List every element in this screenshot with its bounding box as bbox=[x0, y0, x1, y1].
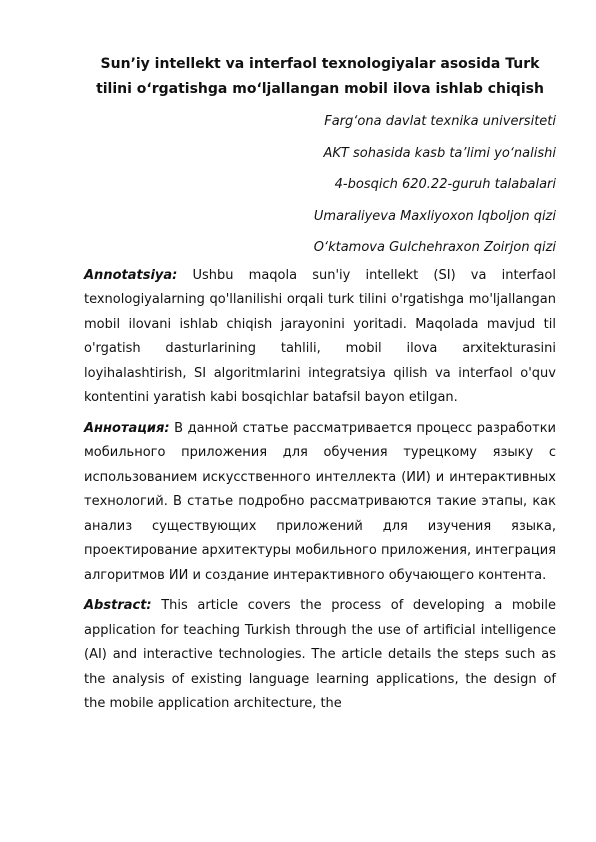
annotation-uzbek-text: Ushbu maqola sun'iy intellekt (SI) va interfaol texnologiyalarning qo'llanilishi orqali turk tilini o'rgatishga mo'ljallangan mobil ilovani ishlab chiqish jarayonini yoritadi. Maqolada mavjud til o'rgatish dasturlarining tahlili, mobil ilova arxitekturasini loyihalashtirish, SI algoritmlarini integratsiya qilish va interfaol o'quv kontentini yaratish kabi bosqichlar batafsil bayon etilgan. bbox=[84, 267, 556, 405]
abstract-english-text: This article covers the process of developing a mobile application for teaching Turkish through the use of artificial intelligence (AI) and interactive technologies. The article details the steps such as the analysis of existing language learning applications, the design of the mobile application architecture, the bbox=[84, 598, 556, 711]
annotation-russian-label: Аннотация: bbox=[84, 420, 170, 436]
abstract-english bbox=[84, 594, 556, 717]
author-1: Umaraliyeva Maxliyoxon Iqboljon qizi bbox=[313, 208, 556, 224]
title-line-1: Sun’iy intellekt va interfaol texnologiyalar asosida Turk bbox=[100, 56, 540, 72]
author-2: O‘ktamova Gulchehraxon Zoirjon qizi bbox=[313, 240, 556, 255]
document-page bbox=[84, 52, 556, 723]
annotation-russian-text: В данной статье рассматривается процесс разработки мобильного приложения для обучения турецкому языку с использованием искусственного интеллекта (ИИ) и интерактивных технологий. В статье подробно рассматриваются такие этапы, как анализ существующих приложений для изучения языка, проектирование архитектуры мобильного приложения, интеграция алгоритмов ИИ и создание интерактивного обучающего контента. bbox=[84, 420, 556, 583]
annotation-uzbek-label: Annotatsiya: bbox=[84, 267, 178, 283]
university-name: Farg‘ona davlat texnika universiteti bbox=[324, 114, 556, 129]
author-affiliation-block bbox=[84, 106, 556, 264]
annotation-uzbek bbox=[84, 264, 556, 411]
student-group: 4-bosqich 620.22-guruh talabalari bbox=[334, 177, 556, 192]
department-name: AKT sohasida kasb ta’limi yo‘nalishi bbox=[323, 145, 556, 161]
annotation-russian bbox=[84, 417, 556, 589]
title-line-2: tilini o‘rgatishga mo‘ljallangan mobil ilova ishlab chiqish bbox=[96, 81, 544, 97]
abstract-english-label: Abstract: bbox=[84, 598, 152, 613]
paper-title bbox=[84, 52, 556, 102]
